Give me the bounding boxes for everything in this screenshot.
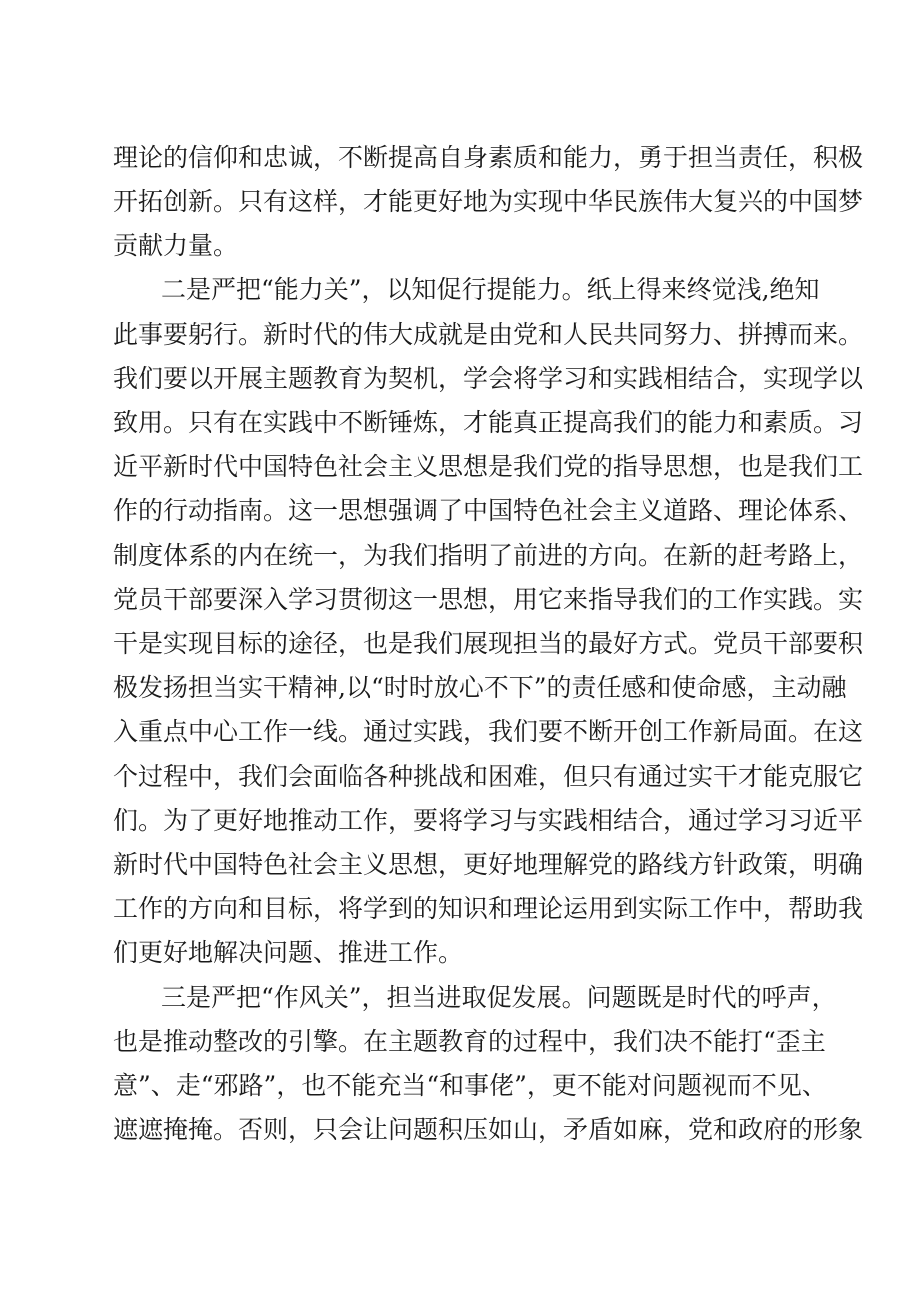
text-line: 干是实现目标的途径，也是我们展现担当的最好方式。党员干部要积 (113, 629, 864, 658)
text-line: 遮遮掩掩。否则，只会让问题积压如山，矛盾如麻，党和政府的形象 (113, 1115, 864, 1144)
text-line: 入重点中心工作一线。通过实践，我们要不断开创工作新局面。在这 (113, 717, 864, 746)
text-line: 工作的方向和目标，将学到的知识和理论运用到实际工作中，帮助我 (113, 894, 864, 923)
text-line: 理论的信仰和忠诚，不断提高自身素质和能力，勇于担当责任，积极 (113, 143, 864, 172)
text-line: 意”、走“邪路”，也不能充当“和事佬”，更不能对问题视而不见、 (113, 1071, 827, 1100)
text-line: 贡献力量。 (113, 231, 239, 260)
text-line: 党员干部要深入学习贯彻这一思想，用它来指导我们的工作实践。实 (113, 585, 864, 614)
text-line: 们。为了更好地推动工作，要将学习与实践相结合，通过学习习近平 (113, 806, 864, 835)
text-line: 们更好地解决问题、推进工作。 (113, 938, 464, 967)
paragraph-first-line: 三是严把“作风关”，担当进取促发展。问题既是时代的呼声， (161, 983, 837, 1012)
text-line: 作的行动指南。这一思想强调了中国特色社会主义道路、理论体系、 (113, 496, 864, 525)
text-line: 开拓创新。只有这样，才能更好地为实现中华民族伟大复兴的中国梦 (113, 187, 864, 216)
text-line: 极发扬担当实干精神,以“时时放心不下”的责任感和使命感，主动融 (113, 673, 847, 702)
text-line: 致用。只有在实践中不断锤炼，才能真正提高我们的能力和素质。习 (113, 408, 864, 437)
text-line: 近平新时代中国特色社会主义思想是我们党的指导思想，也是我们工 (113, 452, 864, 481)
text-line: 个过程中，我们会面临各种挑战和困难，但只有通过实干才能克服它 (113, 762, 864, 791)
paragraph-first-line: 二是严把“能力关”，以知促行提能力。纸上得来终觉浅,绝知 (161, 275, 820, 304)
text-line: 制度体系的内在统一，为我们指明了前进的方向。在新的赶考路上， (113, 541, 864, 570)
text-line: 也是推动整改的引擎。在主题教育的过程中，我们决不能打“歪主 (113, 1027, 826, 1056)
text-line: 此事要躬行。新时代的伟大成就是由党和人民共同努力、拼搏而来。 (113, 320, 864, 349)
text-line: 新时代中国特色社会主义思想，更好地理解党的路线方针政策，明确 (113, 850, 864, 879)
text-line: 我们要以开展主题教育为契机，学会将学习和实践相结合，实现学以 (113, 364, 864, 393)
